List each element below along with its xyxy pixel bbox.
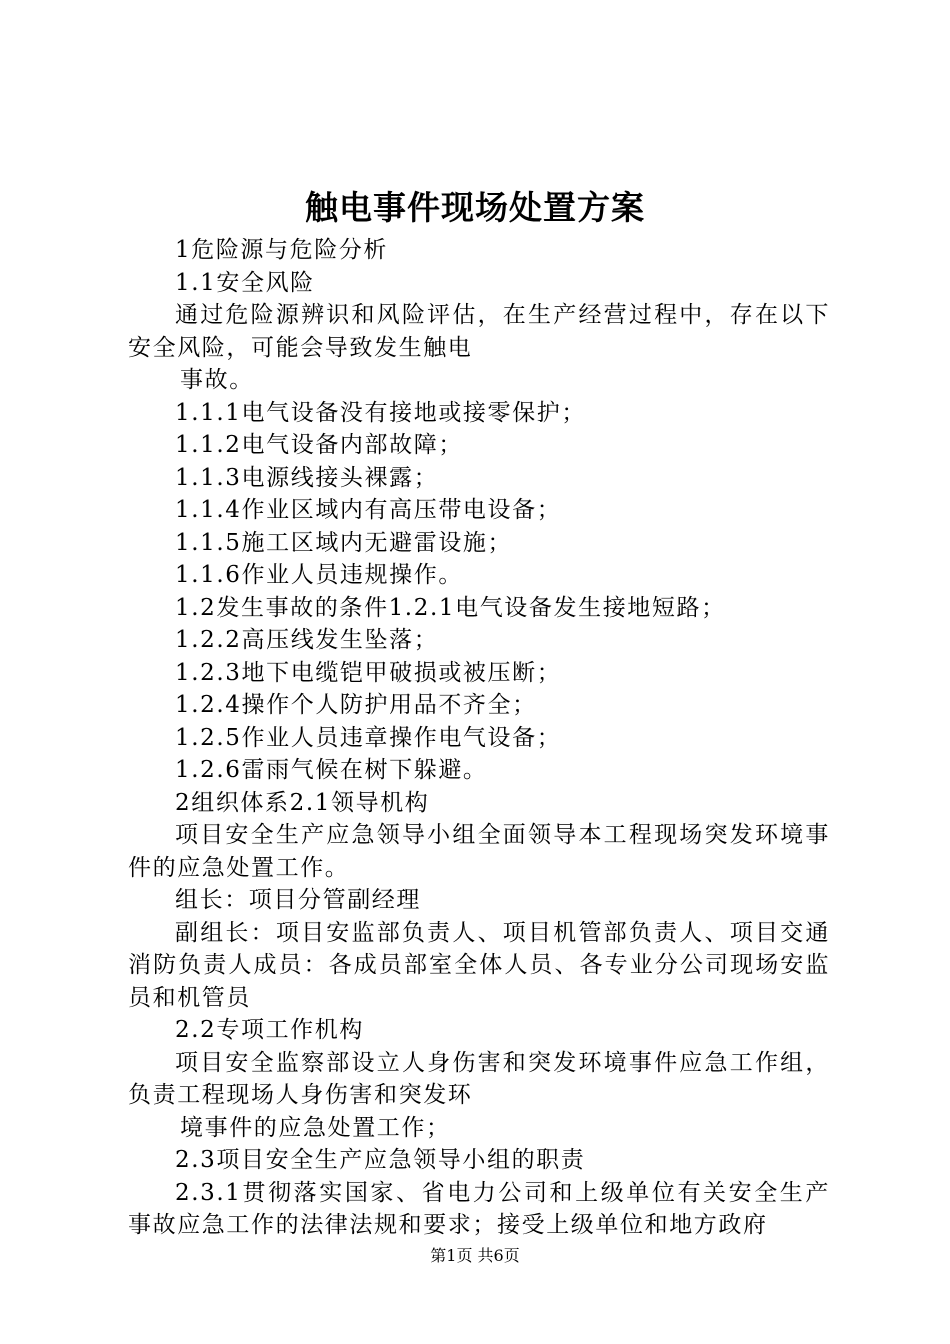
heading-2-2: 2.2专项工作机构 <box>175 1017 364 1043</box>
list-item: 1.2.4操作个人防护用品不齐全； <box>175 692 537 718</box>
list-item: 1.2.3地下电缆铠甲破损或被压断； <box>175 659 562 686</box>
paragraph: 事故。 <box>180 367 254 393</box>
list-item: 1.2.2高压线发生坠落； <box>175 627 439 653</box>
list-item: 1.1.5施工区域内无避雷设施； <box>175 529 513 556</box>
heading-2: 2组织体系2.1领导机构 <box>175 789 430 816</box>
list-item: 1.1.1电气设备没有接地或接零保护； <box>175 399 586 426</box>
list-item: 1.1.6作业人员违规操作。 <box>175 562 463 588</box>
list-item: 1.2.6雷雨气候在树下躲避。 <box>175 757 488 783</box>
paragraph: 组长：项目分管副经理 <box>175 887 421 913</box>
paragraph: 境事件的应急处置工作； <box>180 1114 451 1141</box>
paragraph: 项目安全监察部设立人身伤害和突发环境事件应急工作组，负责工程现场人身伤害和突发环 <box>128 1049 830 1108</box>
list-item: 1.2.5作业人员违章操作电气设备； <box>175 724 562 751</box>
paragraph: 通过危险源辨识和风险评估，在生产经营过程中，存在以下安全风险，可能会导致发生触电 <box>128 302 830 361</box>
heading-1: 1危险源与危险分析 <box>175 237 389 263</box>
page-footer: 第1页 共6页 <box>430 1246 520 1265</box>
list-item: 1.1.3电源线接头裸露； <box>175 464 439 491</box>
heading-1-1: 1.1安全风险 <box>175 269 315 296</box>
heading-2-3: 2.3项目安全生产应急领导小组的职责 <box>175 1147 586 1173</box>
list-item: 1.2发生事故的条件1.2.1电气设备发生接地短路； <box>175 594 726 621</box>
list-item: 1.1.2电气设备内部故障； <box>175 432 463 458</box>
list-item: 1.1.4作业区域内有高压带电设备； <box>175 497 562 523</box>
paragraph: 项目安全生产应急领导小组全面领导本工程现场突发环境事件的应急处置工作。 <box>128 822 830 881</box>
paragraph: 副组长：项目安监部负责人、项目机管部负责人、项目交通消防负责人成员：各成员部室全体人员、各专业分公司现场安监员和机管员 <box>128 919 830 1011</box>
page-title: 触电事件现场处置方案 <box>305 188 645 227</box>
document-body <box>128 234 830 1242</box>
paragraph: 2.3.1贯彻落实国家、省电力公司和上级单位有关安全生产事故应急工作的法律法规和要求；接受上级单位和地方政府 <box>128 1179 830 1238</box>
